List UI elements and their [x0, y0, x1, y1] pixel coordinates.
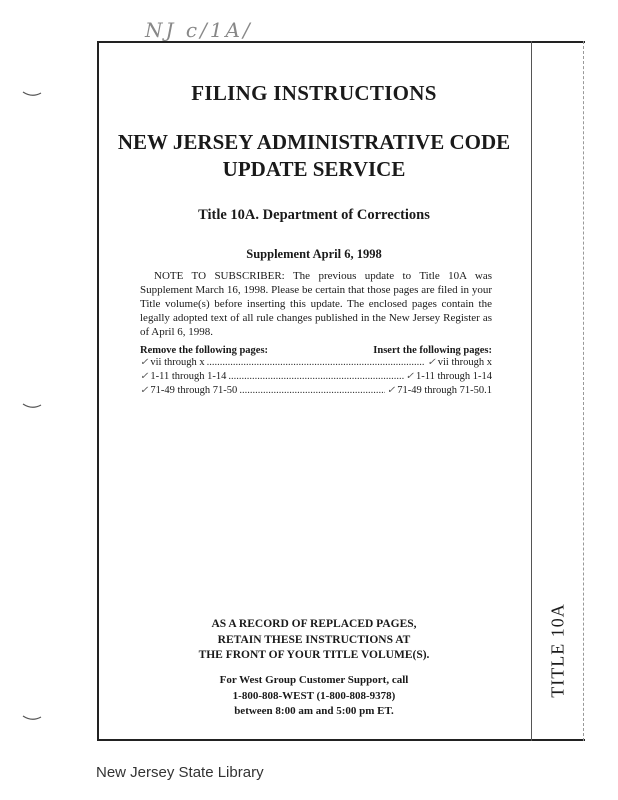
- checkmark-icon: ✓: [140, 385, 149, 396]
- checkmark-icon: ✓: [386, 385, 396, 396]
- checkmark-icon: ✓: [140, 371, 149, 382]
- page-edge: [583, 41, 584, 741]
- remove-pages-text: 1-11 through 1-14: [150, 371, 227, 382]
- dot-leader: [228, 370, 403, 384]
- title-line: Title 10A. Department of Corrections: [198, 207, 430, 223]
- dot-leader: [207, 356, 426, 370]
- checkmark-icon: ✓: [405, 371, 414, 382]
- remove-pages-text: vii through x: [150, 357, 205, 368]
- insert-header: Insert the following pages:: [373, 345, 492, 356]
- insert-pages-text: 1-11 through 1-14: [415, 371, 492, 382]
- subheading-line-1: NEW JERSEY ADMINISTRATIVE CODE: [117, 130, 511, 154]
- remove-pages-text: 71-49 through 71-50: [150, 385, 238, 396]
- binder-hole-mark-icon: [22, 90, 42, 98]
- record-line-2: RETAIN THESE INSTRUCTIONS AT: [217, 633, 411, 646]
- support-line-3: between 8:00 am and 5:00 pm ET.: [234, 705, 394, 717]
- subscriber-note: [140, 269, 492, 339]
- subscriber-note-text: NOTE TO SUBSCRIBER: The previous update to Title 10A was Supplement March 16, 1998. Please be certain that those pages are filed in your Title volume(s) before inserting this update. The enclosed pages contain the legally adopted text of all rule changes published in the New Jersey Register as of April 6, 1998.: [140, 270, 492, 338]
- binder-hole-mark-icon: [22, 402, 42, 410]
- library-stamp: New Jersey State Library: [96, 764, 264, 781]
- remove-pages: [140, 356, 205, 370]
- support-line-2: 1-800-808-WEST (1-800-808-9378): [232, 689, 396, 702]
- remove-header: Remove the following pages:: [140, 345, 269, 356]
- insert-pages: [387, 384, 492, 398]
- remove-pages: [140, 384, 237, 398]
- record-line-3: THE FRONT OF YOUR TITLE VOLUME(S).: [198, 649, 430, 661]
- record-line-1: AS A RECORD OF REPLACED PAGES,: [211, 618, 417, 630]
- spine-tab: [536, 600, 578, 710]
- record-notice: [97, 617, 531, 664]
- page-replacement-table: [140, 345, 492, 398]
- support-line-1: For West Group Customer Support, call: [219, 674, 409, 686]
- table-header: [140, 345, 492, 356]
- page-heading: FILING INSTRUCTIONS: [191, 81, 437, 105]
- table-row: [140, 356, 492, 370]
- insert-pages: [406, 370, 492, 384]
- dot-leader: [239, 384, 385, 398]
- insert-pages: [427, 356, 492, 370]
- support-notice: [97, 673, 531, 720]
- page-subheading: [97, 129, 531, 183]
- insert-pages-text: vii through x: [437, 357, 492, 368]
- table-row: [140, 370, 492, 384]
- subheading-line-2: UPDATE SERVICE: [222, 157, 406, 181]
- handwritten-mark: NJ c/1A/: [145, 18, 253, 42]
- supplement-date: Supplement April 6, 1998: [246, 247, 382, 261]
- checkmark-icon: ✓: [140, 357, 149, 368]
- binder-hole-mark-icon: [22, 714, 42, 722]
- remove-pages: [140, 370, 226, 384]
- insert-pages-text: 71-49 through 71-50.1: [397, 385, 492, 396]
- spine-label: TITLE 10A: [547, 603, 568, 698]
- spine-divider: [531, 41, 532, 741]
- table-row: [140, 384, 492, 398]
- checkmark-icon: ✓: [427, 357, 436, 368]
